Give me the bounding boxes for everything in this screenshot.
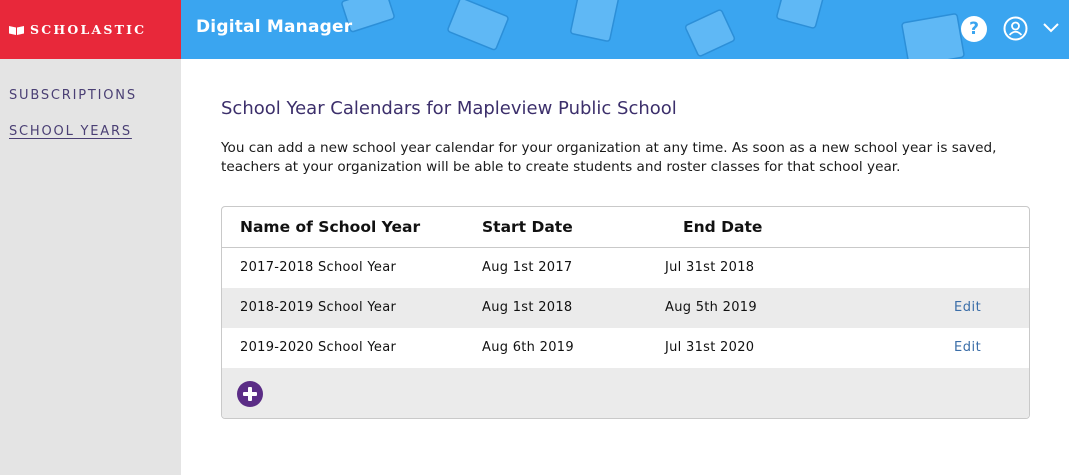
edit-link[interactable]: Edit bbox=[954, 340, 982, 355]
row-end-date: Aug 5th 2019 bbox=[665, 300, 757, 315]
row-start-date: Aug 1st 2017 bbox=[482, 260, 573, 275]
sidebar-item-subscriptions[interactable]: SUBSCRIPTIONS bbox=[9, 88, 137, 103]
header-name: Name of School Year bbox=[240, 218, 421, 236]
row-name: 2018-2019 School Year bbox=[240, 300, 397, 315]
app-title: Digital Manager bbox=[196, 17, 353, 37]
row-name: 2019-2020 School Year bbox=[240, 340, 397, 355]
page-title: School Year Calendars for Mapleview Public School bbox=[221, 98, 677, 119]
book-logo-icon bbox=[9, 25, 24, 35]
table-header bbox=[222, 207, 1029, 248]
table-footer bbox=[222, 368, 1029, 419]
user-icon[interactable] bbox=[1003, 16, 1028, 41]
edit-link[interactable]: Edit bbox=[954, 300, 982, 315]
row-end-date: Jul 31st 2018 bbox=[665, 260, 755, 275]
page-description: You can add a new school year calendar for your organization at any time. As soon as a new school year is saved, teachers at your organization will be able to create students and roster classes for that school year. bbox=[221, 140, 997, 175]
row-start-date: Aug 6th 2019 bbox=[482, 340, 574, 355]
sidebar bbox=[0, 59, 181, 475]
app-header bbox=[0, 0, 1069, 59]
help-icon[interactable]: ? bbox=[961, 16, 987, 42]
sidebar-item-school-years[interactable]: SCHOOL YEARS bbox=[9, 124, 132, 139]
row-start-date: Aug 1st 2018 bbox=[482, 300, 573, 315]
chevron-down-icon[interactable] bbox=[1042, 22, 1060, 34]
school-year-table bbox=[221, 206, 1030, 419]
row-end-date: Jul 31st 2020 bbox=[665, 340, 755, 355]
add-school-year-button[interactable] bbox=[237, 381, 263, 407]
table-row bbox=[222, 328, 1029, 368]
scholastic-logo[interactable] bbox=[0, 0, 181, 59]
table-row bbox=[222, 288, 1029, 328]
row-name: 2017-2018 School Year bbox=[240, 260, 397, 275]
table-row bbox=[222, 248, 1029, 288]
brand-name: SCHOLASTIC bbox=[30, 22, 147, 37]
header-end-date: End Date bbox=[683, 218, 763, 236]
header-start-date: Start Date bbox=[482, 218, 573, 236]
